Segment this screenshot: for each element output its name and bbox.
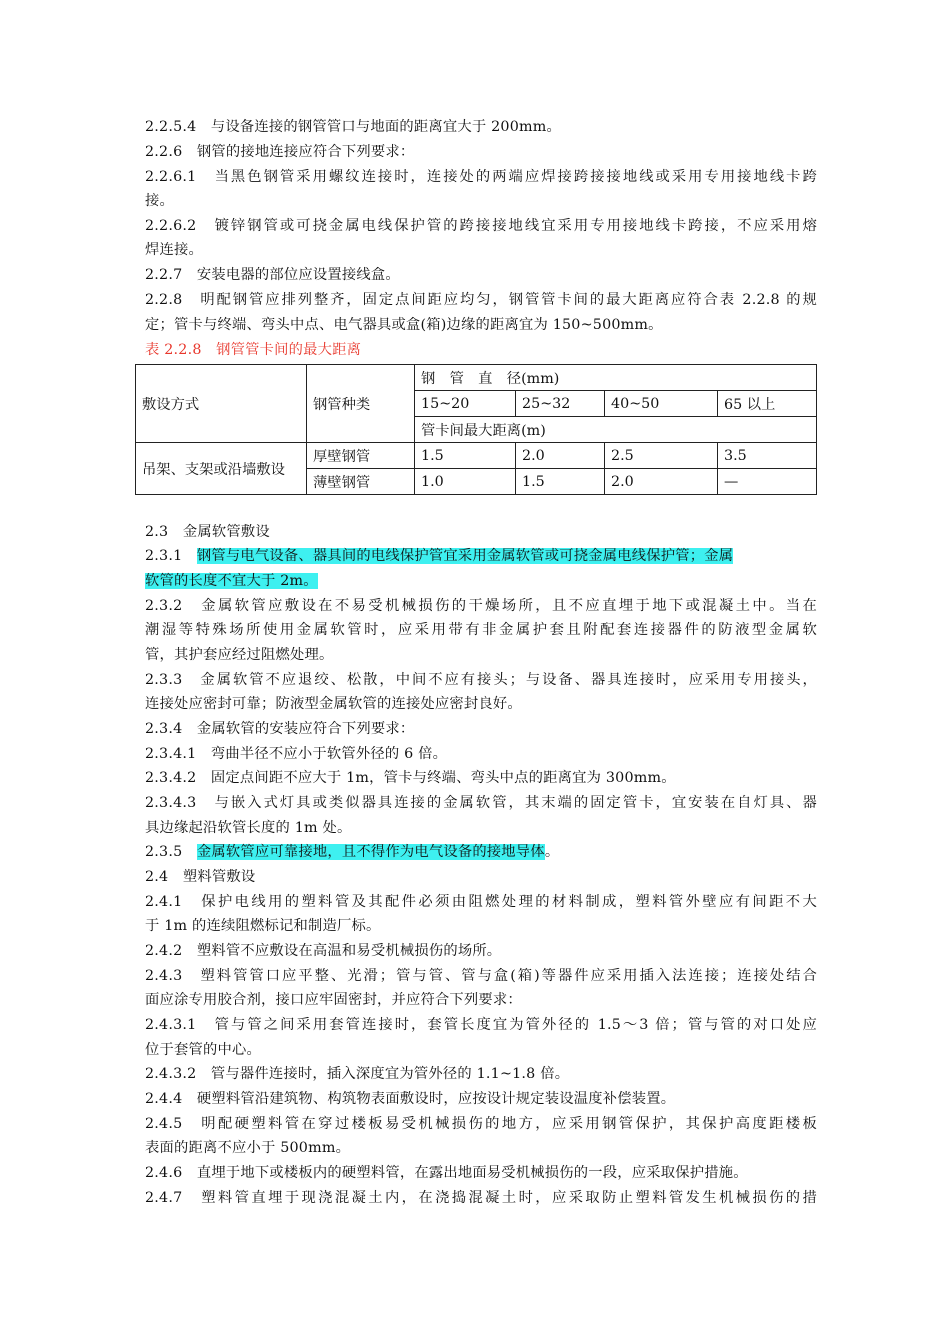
header-type: 钢管种类	[307, 365, 415, 443]
text-line: 定；管卡与终端、弯头中点、电气器具或盒(箱)边缘的距离宜为 150~500mm。	[145, 317, 663, 333]
text-line: 2.3.4.2 固定点间距不应大于 1m，管卡与终端、弯头中点的距离宜为 300mm。	[145, 770, 676, 786]
type-cell: 薄壁钢管	[307, 469, 415, 495]
text-line	[145, 840, 817, 864]
text-line: 焊连接。	[145, 242, 203, 258]
section-heading: 2.4 塑料管敷设	[145, 869, 256, 885]
value-cell: 3.5	[718, 443, 817, 469]
highlighted-text: 软管的长度不宜大于 2m。	[145, 573, 318, 589]
value-cell: 1.5	[516, 469, 605, 495]
text-line: 2.3.3 金属软管不应退绞、松散，中间不应有接头；与设备、器具连接时，应采用专用接头，	[145, 672, 817, 688]
method-cell: 吊架、支架或沿墙敷设	[136, 443, 307, 495]
type-cell: 厚壁钢管	[307, 443, 415, 469]
text-line: 2.4.3.1 管与管之间采用套管连接时，套管长度宜为管外径的 1.5～3 倍；管与管的对口处应	[145, 1017, 817, 1033]
text-line: 2.4.1 保护电线用的塑料管及其配件必须由阻燃处理的材料制成，塑料管外壁应有间距不大	[145, 894, 817, 910]
highlighted-text: 钢管与电气设备、器具间的电线保护管宜采用金属软管或可挠金属电线保护管；金属	[196, 548, 734, 564]
text-line: 2.3.4.1 弯曲半径不应小于软管外径的 6 倍。	[145, 746, 448, 762]
text-line	[145, 569, 817, 593]
text-line: 2.2.6.2 镀锌钢管或可挠金属电线保护管的跨接接地线宜采用专用接地线卡跨接，不应采用熔	[145, 218, 817, 234]
text-line: 2.4.3.2 管与器件连接时，插入深度宜为管外径的 1.1~1.8 倍。	[145, 1066, 570, 1082]
text-line: 2.4.5 明配硬塑料管在穿过楼板易受机械损伤的地方，应采用钢管保护，其保护高度距楼板	[145, 1116, 817, 1132]
text-line: 连接处应密封可靠；防液型金属软管的连接处应密封良好。	[145, 696, 522, 712]
text-line: 2.4.2 塑料管不应敷设在高温和易受机械损伤的场所。	[145, 943, 502, 959]
pipe-clamp-table	[135, 364, 817, 495]
text-line: 2.4.3 塑料管管口应平整、光滑；管与管、管与盒(箱)等器件应采用插入法连接；连接处结合	[145, 968, 817, 984]
text-line: 2.3.4 金属软管的安装应符合下列要求：	[145, 721, 415, 737]
text-line	[145, 544, 817, 568]
text-line: 2.4.7 塑料管直埋于现浇混凝土内，在浇捣混凝土时，应采取防止塑料管发生机械损伤的措	[145, 1190, 817, 1206]
value-cell: 2.5	[605, 443, 718, 469]
header-distance: 管卡间最大距离(m)	[415, 417, 817, 443]
text-line: 2.2.6.1 当黑色钢管采用螺纹连接时，连接处的两端应焊接跨接接地线或采用专用接地线卡跨	[145, 169, 817, 185]
diameter-cell: 15~20	[415, 391, 516, 417]
value-cell: 2.0	[516, 443, 605, 469]
value-cell: 1.0	[415, 469, 516, 495]
table-row	[136, 443, 817, 469]
text-line: 潮湿等特殊场所使用金属软管时，应采用带有非金属护套且附配套连接器件的防液型金属软	[145, 622, 817, 638]
clause-number: 2.3.5	[145, 844, 197, 860]
text-line: 位于套管的中心。	[145, 1042, 261, 1058]
value-cell: 2.0	[605, 469, 718, 495]
text-line: 2.2.8 明配钢管应排列整齐，固定点间距应均匀，钢管管卡间的最大距离应符合表 2.2.8 的规	[145, 292, 817, 308]
table-caption: 表 2.2.8 钢管管卡间的最大距离	[145, 342, 362, 358]
value-cell: 1.5	[415, 443, 516, 469]
clause-number: 2.3.1	[145, 548, 197, 564]
text-line: 于 1m 的连续阻燃标记和制造厂标。	[145, 918, 381, 934]
diameter-cell: 25~32	[516, 391, 605, 417]
text-line: 2.2.7 安装电器的部位应设置接线盒。	[145, 267, 400, 283]
text-line: 2.2.5.4 与设备连接的钢管管口与地面的距离宜大于 200mm。	[145, 119, 561, 135]
text-line: 表面的距离不应小于 500mm。	[145, 1140, 351, 1156]
punctuation: 。	[544, 844, 560, 860]
text-line: 接。	[145, 193, 174, 209]
highlighted-text: 金属软管应可靠接地，且不得作为电气设备的接地导体	[196, 844, 545, 860]
text-line: 2.4.4 硬塑料管沿建筑物、构筑物表面敷设时，应按设计规定装设温度补偿装置。	[145, 1091, 676, 1107]
section-heading: 2.3 金属软管敷设	[145, 524, 270, 540]
text-line: 2.3.4.3 与嵌入式灯具或类似器具连接的金属软管，其末端的固定管卡，宜安装在自灯具、器	[145, 795, 817, 811]
text-line: 2.3.2 金属软管应敷设在不易受机械损伤的干燥场所，且不应直埋于地下或混凝土中。当在	[145, 598, 817, 614]
diameter-cell: 40~50	[605, 391, 718, 417]
text-line: 管，其护套应经过阻燃处理。	[145, 647, 334, 663]
text-line: 面应涂专用胶合剂，接口应牢固密封，并应符合下列要求：	[145, 992, 522, 1008]
diameter-cell: 65 以上	[718, 391, 817, 417]
text-line: 2.4.6 直埋于地下或楼板内的硬塑料管，在露出地面易受机械损伤的一段，应采取保护措施。	[145, 1165, 748, 1181]
text-line: 具边缘起沿软管长度的 1m 处。	[145, 820, 352, 836]
header-diameter: 钢 管 直 径(mm)	[415, 365, 817, 391]
header-method: 敷设方式	[136, 365, 307, 443]
text-line: 2.2.6 钢管的接地连接应符合下列要求：	[145, 144, 415, 160]
value-cell: —	[718, 469, 817, 495]
